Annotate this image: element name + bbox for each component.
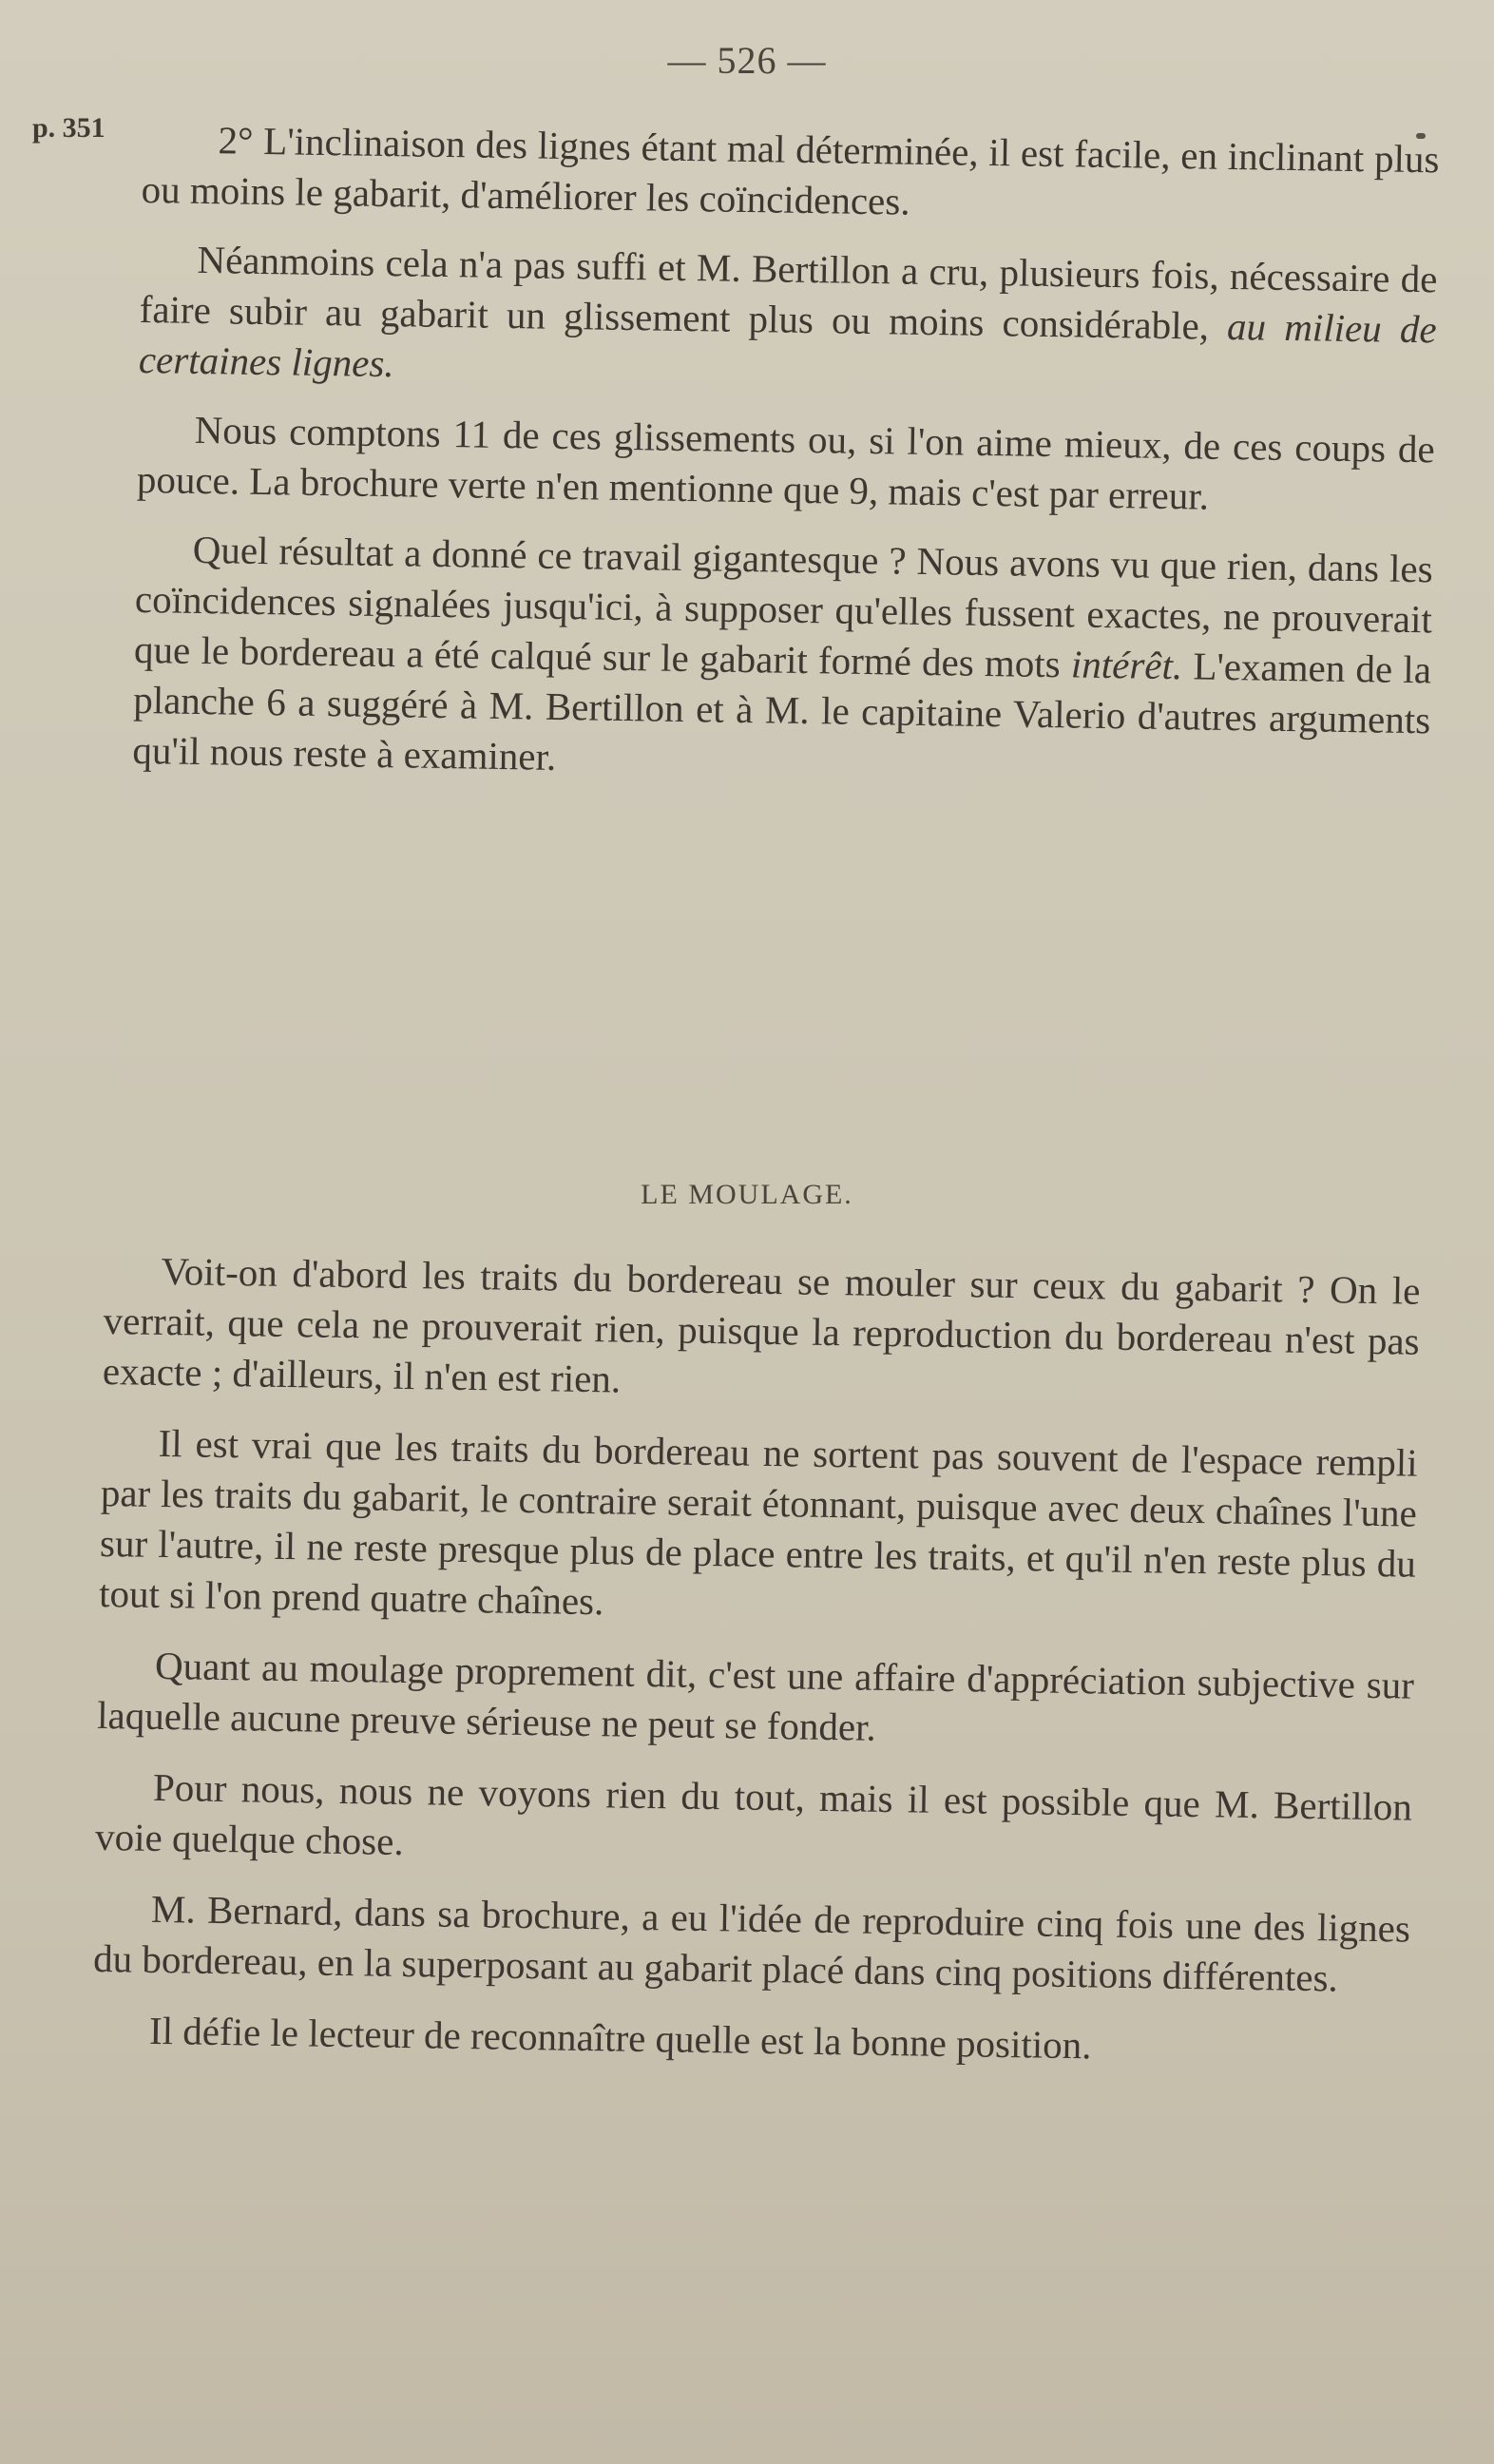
margin-reference: p. 351	[32, 112, 105, 144]
paragraph-traits: Il est vrai que les traits du bordereau ne sortent pas souvent de l'espace rempli par les traits du gabarit, le contraire serait étonnant, puisque avec deux chaînes l'une sur l'autre, il ne reste presque plus de place entre les traits, et qu'il n'en reste plus du tout si l'on prend quatre chaînes.	[98, 1420, 1418, 1624]
lower-text-block	[91, 1245, 1421, 2097]
paragraph-sliding	[139, 234, 1438, 405]
upper-text-block	[132, 114, 1440, 815]
paragraph-bernard: M. Bernard, dans sa brochure, a eu l'idée de reproduire cinq fois une des lignes du bordereau, en la superposant au gabarit placé dans cinq positions différentes.	[92, 1886, 1411, 2000]
page-number: — 526 —	[667, 39, 827, 82]
paragraph-moulding-proper: Quant au moulage proprement dit, c'est une affaire d'appréciation subjective sur laquelle aucune preuve sérieuse ne peut se fonder.	[96, 1643, 1415, 1749]
paragraph-inclination-text: 2° L'inclinaison des lignes étant mal déterminée, il est facile, en inclinant plus ou moins le gabarit, d'améliorer les coïncidences.	[141, 118, 1440, 223]
paragraph-sliding-text: Néanmoins cela n'a pas suffi et M. Bertillon a cru, plusieurs fois, nécessaire de faire subir au gabarit un glissement plus ou moins considérable,	[139, 237, 1438, 348]
paragraph-challenge: Il défie le lecteur de reconnaître quelle est la bonne position.	[148, 2008, 1092, 2068]
paragraph-result-text-b: L'examen de la planche 6 a suggéré à M. Bertillon et à M. le capitaine Valerio d'autres arguments qu'il nous reste à examiner.	[132, 644, 1432, 779]
paragraph-result-emphasis: intérêt.	[1070, 642, 1183, 688]
paragraph-sliding-emphasis: au milieu de certaines lignes.	[138, 303, 1437, 386]
paragraph-moulding-question: Voit-on d'abord les traits du bordereau se mouler sur ceux du gabarit ? On le verrait, que cela ne prouverait rien, puisque la reproduction du bordereau n'est pas exacte ; d'ailleurs, il n'en est rien.	[102, 1248, 1421, 1401]
section-title: LE MOULAGE.	[641, 1179, 853, 1210]
paragraph-count	[137, 404, 1435, 525]
paragraph-inclination	[141, 114, 1439, 235]
paragraph-result-text-a: Quel résultat a donné ce travail gigantesque ? Nous avons vu que rien, dans les coïncidences signalées jusqu'ici, à supposer qu'elles fussent exactes, ne prouverait que le bordereau a été calqué sur le gabarit formé des mots	[133, 527, 1434, 686]
paragraph-result	[132, 524, 1433, 796]
paragraph-count-text: Nous comptons 11 de ces glissements ou, si l'on aime mieux, de ces coups de pouce. La brochure verte n'en mentionne que 9, mais c'est par erreur.	[136, 407, 1435, 518]
paragraph-nothing-seen: Pour nous, nous ne voyons rien du tout, mais il est possible que M. Bertillon voie quelque chose.	[94, 1764, 1413, 1864]
